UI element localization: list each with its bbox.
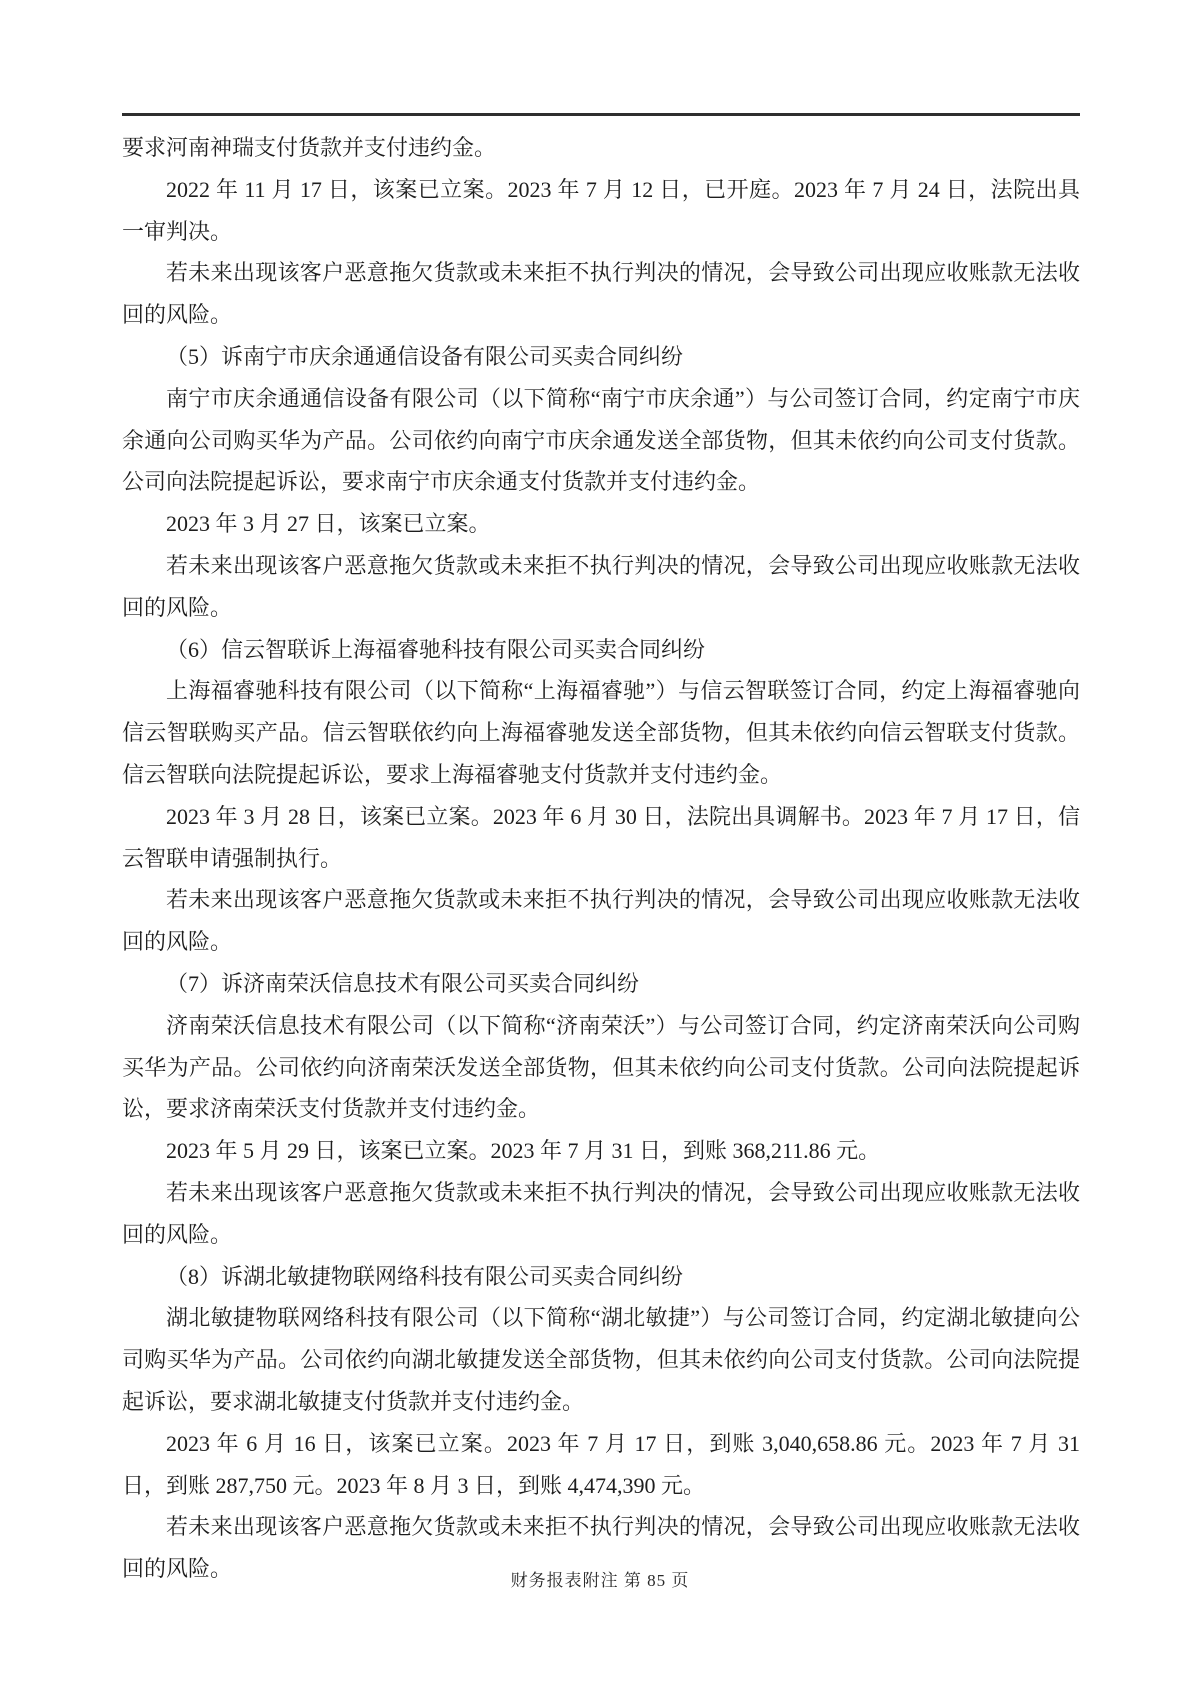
paragraph: 湖北敏捷物联网络科技有限公司（以下简称“湖北敏捷”）与公司签订合同，约定湖北敏捷向公司购买华为产品。公司依约向湖北敏捷发送全部货物，但其未依约向公司支付货款。公司向法院提起诉讼，要求湖北敏捷支付货款并支付违约金。 — [122, 1305, 1080, 1414]
paragraph: 若未来出现该客户恶意拖欠货款或未来拒不执行判决的情况，会导致公司出现应收账款无法收回的风险。 — [122, 1514, 1080, 1582]
document-body — [122, 127, 1080, 1590]
header-rule — [122, 113, 1080, 116]
paragraph: 济南荣沃信息技术有限公司（以下简称“济南荣沃”）与公司签订合同，约定济南荣沃向公司购买华为产品。公司依约向济南荣沃发送全部货物，但其未依约向公司支付货款。公司向法院提起诉讼，要求济南荣沃支付货款并支付违约金。 — [122, 1012, 1080, 1122]
paragraph: 上海福睿驰科技有限公司（以下简称“上海福睿驰”）与信云智联签订合同，约定上海福睿驰向信云智联购买产品。信云智联依约向上海福睿驰发送全部货物，但其未依约向信云智联支付货款。信云智联向法院提起诉讼，要求上海福睿驰支付货款并支付违约金。 — [122, 678, 1080, 787]
paragraph: 若未来出现该客户恶意拖欠货款或未来拒不执行判决的情况，会导致公司出现应收账款无法收回的风险。 — [122, 887, 1080, 955]
clause-heading: （5）诉南宁市庆余通通信设备有限公司买卖合同纠纷 — [166, 343, 684, 369]
paragraph: 南宁市庆余通通信设备有限公司（以下简称“南宁市庆余通”）与公司签订合同，约定南宁市庆余通向公司购买华为产品。公司依约向南宁市庆余通发送全部货物，但其未依约向公司支付货款。公司向法院提起诉讼，要求南宁市庆余通支付货款并支付违约金。 — [122, 385, 1080, 495]
clause-heading: （8）诉湖北敏捷物联网络科技有限公司买卖合同纠纷 — [166, 1263, 684, 1289]
clause-heading: （6）信云智联诉上海福睿驰科技有限公司买卖合同纠纷 — [166, 636, 706, 662]
paragraph: 2022 年 11 月 17 日，该案已立案。2023 年 7 月 12 日，已开庭。2023 年 7 月 24 日，法院出具一审判决。 — [122, 176, 1080, 244]
paragraph: 若未来出现该客户恶意拖欠货款或未来拒不执行判决的情况，会导致公司出现应收账款无法收回的风险。 — [122, 260, 1080, 328]
clause-heading: （7）诉济南荣沃信息技术有限公司买卖合同纠纷 — [166, 970, 640, 996]
paragraph: 要求河南神瑞支付货款并支付违约金。 — [122, 135, 497, 160]
paragraph: 2023 年 3 月 27 日，该案已立案。 — [166, 511, 491, 537]
footer-text: 财务报表附注 第 85 页 — [510, 1571, 690, 1590]
paragraph: 2023 年 5 月 29 日，该案已立案。2023 年 7 月 31 日，到账 368,211.86 元。 — [166, 1138, 881, 1164]
page-footer — [0, 1566, 1200, 1591]
paragraph: 若未来出现该客户恶意拖欠货款或未来拒不执行判决的情况，会导致公司出现应收账款无法收回的风险。 — [122, 1179, 1080, 1247]
paragraph: 若未来出现该客户恶意拖欠货款或未来拒不执行判决的情况，会导致公司出现应收账款无法收回的风险。 — [122, 552, 1080, 620]
paragraph: 2023 年 3 月 28 日，该案已立案。2023 年 6 月 30 日，法院出具调解书。2023 年 7 月 17 日，信云智联申请强制执行。 — [122, 803, 1080, 871]
paragraph: 2023 年 6 月 16 日，该案已立案。2023 年 7 月 17 日，到账 3,040,658.86 元。2023 年 7 月 31 日，到账 287,750 元。2023 年 8 月 3 日，到账 4,474,390 元。 — [122, 1430, 1080, 1498]
